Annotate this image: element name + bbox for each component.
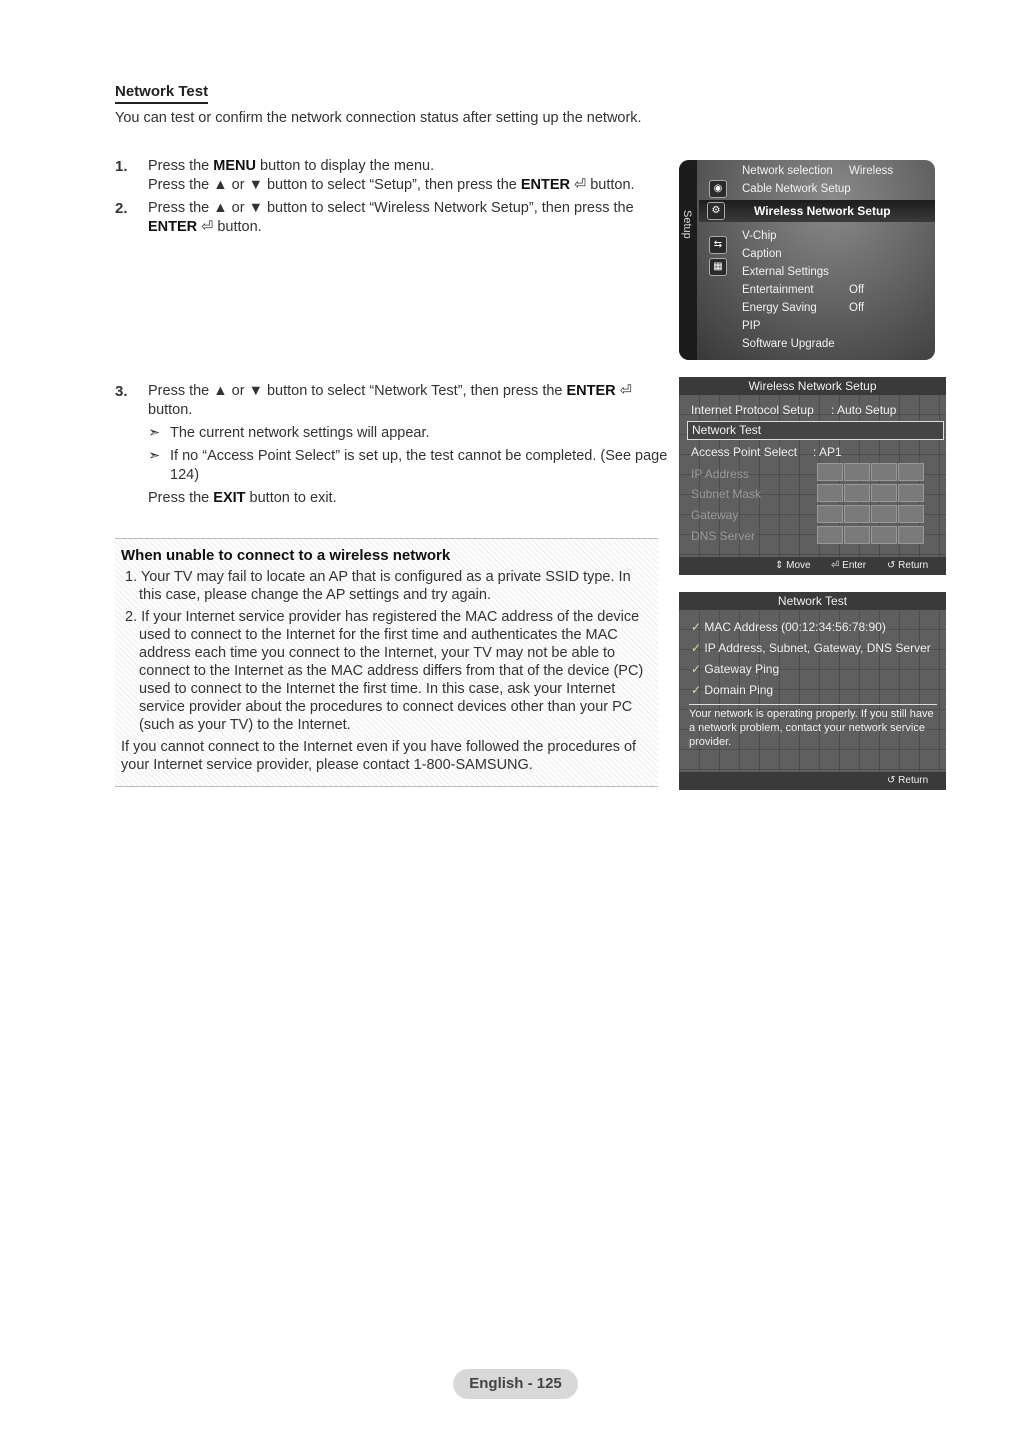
input-icon: ⇆ (709, 236, 727, 254)
step-text: ⏎ button. (570, 177, 635, 193)
address-field (871, 505, 897, 523)
address-field (898, 463, 924, 481)
row-value: : AP1 (813, 445, 842, 459)
page-number: English - 125 (453, 1369, 578, 1399)
step-text: Press the (148, 158, 214, 174)
row-label: Network Test (692, 423, 762, 437)
menu-sidebar (679, 160, 697, 360)
step-text: Press the ▲ or ▼ button to select “Wireless Network Setup”, then press the (148, 200, 634, 216)
note (148, 424, 675, 443)
step-text: ⏎ button. (197, 219, 262, 235)
menu-item-external-settings: External Settings (742, 266, 829, 278)
network-test-screenshot (679, 592, 946, 790)
panel-footer (679, 772, 946, 790)
troubleshooting-title: When unable to connect to a wireless network (121, 547, 451, 564)
menu-item-pip: PIP (742, 320, 761, 332)
address-field (817, 526, 843, 544)
menu-item-network-selection: Network selection (742, 165, 833, 177)
side-label: Setup (681, 210, 693, 239)
troubleshooting-closing: If you cannot connect to the Internet even if you have followed the procedures of your Internet service provider, please contact 1-800-SAMSUNG. (121, 739, 637, 773)
address-field (817, 484, 843, 502)
troubleshooting-box (115, 538, 658, 787)
check-icon: ✓ (691, 662, 702, 676)
menu-value: Off (849, 284, 865, 296)
exit-key-label: EXIT (213, 490, 246, 506)
check-row (691, 620, 886, 634)
return-hint: ↺ Return (887, 775, 929, 786)
step-text: button to display the menu. (255, 158, 435, 174)
address-field (871, 463, 897, 481)
menu-key-label: MENU (213, 158, 256, 174)
menu-item-caption: Caption (742, 248, 782, 260)
check-row (691, 641, 931, 655)
step-number: 1. (115, 158, 128, 175)
enter-key-label: ENTER (148, 219, 198, 235)
row-label: Internet Protocol Setup (691, 403, 814, 417)
wireless-setup-screenshot (679, 377, 946, 575)
enter-key-label: ENTER (520, 177, 571, 193)
address-field (871, 526, 897, 544)
picture-icon: ◉ (709, 180, 727, 198)
selected-label: Wireless Network Setup (754, 204, 891, 218)
setup-menu-screenshot (679, 160, 935, 360)
step-text: Press the (148, 490, 214, 506)
app-icon: ▦ (709, 258, 727, 276)
step-text: ⏎ button. (148, 383, 632, 418)
menu-value: Off (849, 302, 865, 314)
page-title: Network Test (115, 83, 208, 104)
intro-text: You can test or confirm the network connection status after setting up the network. (115, 110, 642, 126)
address-field (817, 505, 843, 523)
menu-value: Wireless (849, 165, 894, 177)
troubleshooting-item: 1. Your TV may fail to locate an AP that is configured as a private SSID type. In this case, please change the AP settings and try again. (125, 569, 631, 603)
check-icon: ✓ (691, 620, 702, 634)
panel-footer (679, 557, 946, 575)
menu-item-wireless-network-setup (699, 200, 935, 222)
check-label: Gateway Ping (704, 662, 780, 676)
address-field (844, 463, 870, 481)
check-label: IP Address, Subnet, Gateway, DNS Server (704, 641, 931, 655)
row-label: Gateway (691, 508, 739, 522)
menu-item-entertainment: Entertainment (742, 284, 814, 296)
address-field (898, 526, 924, 544)
row-value: : Auto Setup (831, 403, 897, 417)
row-highlight (687, 421, 944, 440)
check-row (691, 683, 773, 697)
note-arrow-icon: ➣ (148, 425, 161, 441)
step-text: Press the ▲ or ▼ button to select “Setup”, then press the (148, 177, 521, 193)
step-1 (115, 157, 675, 195)
step-2 (115, 199, 675, 237)
check-row (691, 662, 779, 676)
step-number: 2. (115, 200, 128, 217)
address-field (871, 484, 897, 502)
menu-item-energy-saving: Energy Saving (742, 302, 817, 314)
check-label: Domain Ping (704, 683, 774, 697)
step-3 (115, 382, 675, 508)
check-icon: ✓ (691, 641, 702, 655)
row-label: IP Address (691, 467, 749, 481)
setup-gear-icon: ⚙ (707, 202, 725, 220)
row-label: Subnet Mask (691, 487, 762, 501)
enter-key-label: ENTER (566, 383, 616, 399)
address-field (844, 484, 870, 502)
address-field (898, 505, 924, 523)
troubleshooting-item: 2. If your Internet service provider has registered the MAC address of the device used to connect to the Internet for the first time and authenticates the MAC address each time you connect to the Internet, your TV may not be able to connect to the Internet as the MAC address differs from that of the device (PC) used to connect to the Internet the first time. In this case, ask your Internet service provider about the procedures to connect devices other than your PC (such as your TV) to the Internet. (125, 609, 644, 733)
address-field (844, 505, 870, 523)
note-arrow-icon: ➣ (148, 448, 161, 464)
note-text: If no “Access Point Select” is set up, the test cannot be completed. (See page 124) (170, 448, 668, 483)
address-field (844, 526, 870, 544)
note (148, 447, 675, 485)
note-text: The current network settings will appear. (170, 425, 430, 441)
row-label: DNS Server (691, 529, 756, 543)
address-field (817, 463, 843, 481)
menu-item-cable-network: Cable Network Setup (742, 183, 851, 195)
panel-title: Wireless Network Setup (679, 377, 946, 395)
panel-title: Network Test (679, 592, 946, 610)
row-label: Access Point Select (691, 445, 798, 459)
enter-hint: ⏎ Enter (831, 560, 867, 571)
result-message: Your network is operating properly. If you still have a network problem, contact your network service provider. (689, 704, 937, 749)
check-icon: ✓ (691, 683, 702, 697)
address-field (898, 484, 924, 502)
step-number: 3. (115, 383, 128, 400)
move-hint: ⇕ Move (775, 560, 811, 571)
check-label: MAC Address (00:12:34:56:78:90) (704, 620, 886, 634)
menu-item-vchip: V-Chip (742, 230, 777, 242)
exit-instruction (148, 489, 675, 508)
step-text: button to exit. (245, 490, 337, 506)
step-text: Press the ▲ or ▼ button to select “Network Test”, then press the (148, 383, 567, 399)
menu-item-software-upgrade: Software Upgrade (742, 338, 835, 350)
return-hint: ↺ Return (887, 560, 929, 571)
